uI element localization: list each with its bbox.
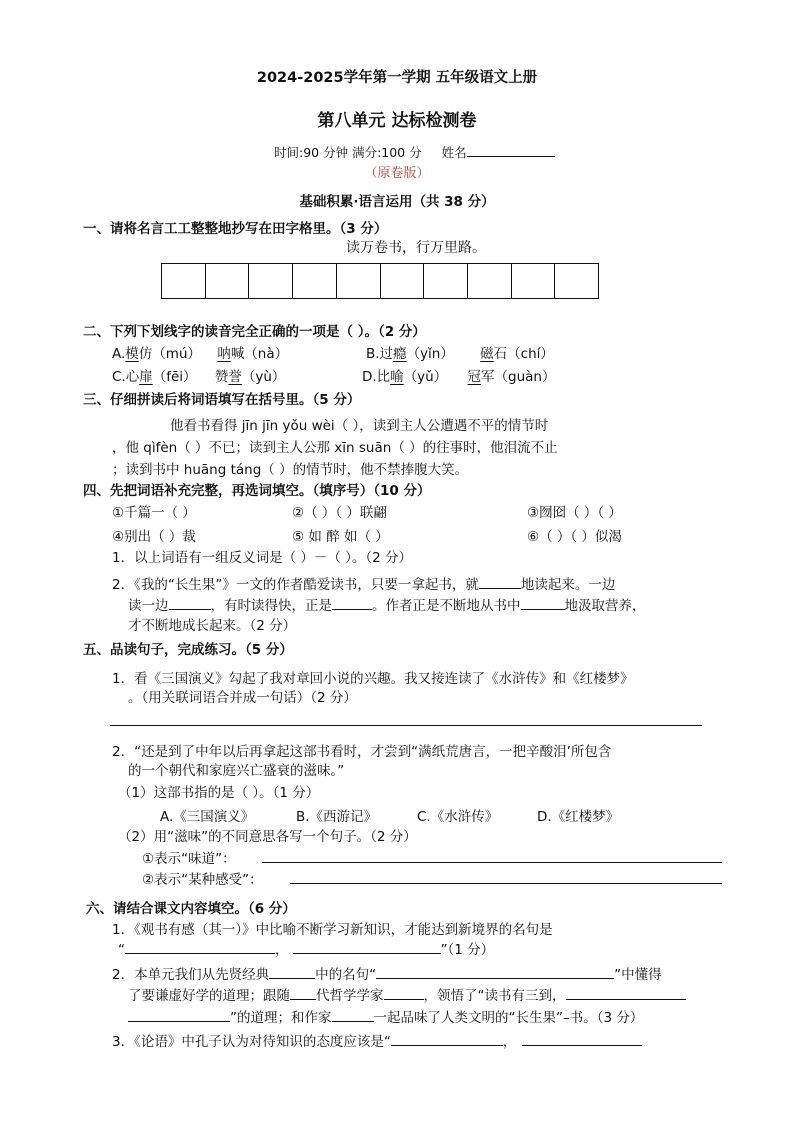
text: ”（1 分） bbox=[440, 942, 495, 958]
grid-cell[interactable] bbox=[512, 264, 556, 298]
q5-heading: 五、品读句子，完成练习。（5 分） bbox=[83, 642, 293, 658]
q4-sub-2-line-3: 才不断地成长起来。（2 分） bbox=[128, 618, 297, 634]
q2-option-b[interactable] bbox=[366, 342, 554, 362]
option-text: C.心 bbox=[112, 369, 140, 385]
q5-sub-1-line-2: 。（用关联词语合并成一句话）（2 分） bbox=[128, 690, 357, 706]
option-text: D.比 bbox=[362, 369, 391, 385]
q5-part-2: （2）用“滋味”的不同意思各写一个句子。（2 分） bbox=[118, 829, 417, 845]
fill-blank[interactable] bbox=[521, 595, 565, 610]
option-text: 喊（nà） bbox=[230, 346, 289, 362]
q2-heading: 二、下列下划线字的读音完全正确的一项是（ ）。（2 分） bbox=[83, 324, 426, 340]
q3-line-3: ；读到书中 huāng táng（ ）的情节时，他不禁捧腹大笑。 bbox=[112, 462, 469, 478]
idiom-3[interactable]: ③囫囵（ ）（ ） bbox=[527, 505, 622, 521]
unit-title: 第八单元 达标检测卷 bbox=[317, 111, 477, 131]
underlined-char: 誉 bbox=[228, 369, 242, 385]
text: 地汲取营养， bbox=[564, 598, 646, 614]
grid-cell[interactable] bbox=[555, 264, 598, 298]
option-text: （yǐn） bbox=[406, 346, 454, 362]
option-text: （yǔ） bbox=[403, 369, 448, 385]
version-label: （原卷版） bbox=[364, 166, 430, 181]
grid-cell[interactable] bbox=[206, 264, 250, 298]
meaning-1-label: ①表示“味道”： bbox=[142, 851, 236, 867]
option-letter: A. bbox=[112, 346, 126, 362]
option-text: （fēi） bbox=[152, 369, 197, 385]
text: 2．本单元我们从先贤经典 bbox=[112, 967, 270, 983]
answer-line[interactable] bbox=[110, 725, 702, 726]
idiom-1[interactable]: ①千篇一（ ） bbox=[112, 505, 196, 521]
q4-sub-2-line-1 bbox=[112, 573, 615, 593]
grid-cell[interactable] bbox=[424, 264, 468, 298]
q6-sub-3 bbox=[112, 1030, 642, 1050]
fill-blank[interactable] bbox=[332, 1007, 374, 1022]
q4-heading: 四、先把词语补充完整，再选词填空。（填序号）（10 分） bbox=[83, 483, 431, 499]
grid-cell[interactable] bbox=[162, 264, 206, 298]
q6-sub-2-line-2 bbox=[128, 984, 686, 1004]
text: ， bbox=[502, 1034, 517, 1050]
text: 3．《论语》中孔子认为对待知识的态度应该是“ bbox=[112, 1034, 391, 1050]
name-label: 姓名 bbox=[441, 145, 467, 160]
option-text: B.过 bbox=[366, 346, 394, 362]
text: ，有时读得快，正是 bbox=[210, 598, 332, 614]
fill-blank[interactable] bbox=[128, 1007, 230, 1022]
fill-blank[interactable] bbox=[384, 985, 424, 1000]
grid-cell[interactable] bbox=[249, 264, 293, 298]
q3-line-1: 他看书看得 jīn jīn yǒu wèi（ ），读到主人公遭遇不平的情节时 bbox=[170, 418, 549, 434]
grid-cell[interactable] bbox=[337, 264, 381, 298]
grid-cell[interactable] bbox=[381, 264, 425, 298]
option-c[interactable]: C.《水浒传》 bbox=[417, 809, 499, 825]
q5-sub-1-line-1: 1．看《三国演义》勾起了我对章回小说的兴趣。我又接连读了《水浒传》和《红楼梦》 bbox=[112, 671, 634, 687]
exam-meta bbox=[274, 142, 555, 161]
q6-heading: 六、请结合课文内容填空。（6 分） bbox=[86, 901, 296, 917]
text: ，领悟了“读书有三到， bbox=[423, 988, 566, 1004]
option-text: 军（guàn） bbox=[481, 369, 556, 385]
text: 读一边 bbox=[128, 598, 169, 614]
text: 。作者正是不断地从书中 bbox=[372, 598, 521, 614]
q6-sub-2-line-3 bbox=[128, 1006, 643, 1026]
answer-line[interactable] bbox=[262, 862, 722, 863]
underlined-char: 冠 bbox=[467, 369, 482, 385]
idiom-5[interactable]: ⑤ 如 醉 如（ ） bbox=[292, 529, 389, 545]
text: 2．《我的“长生果”》一文的作者酷爱读书，只要一拿起书，就 bbox=[112, 577, 479, 593]
q3-heading: 三、仔细拼读后将词语填写在括号里。（5 分） bbox=[83, 392, 361, 408]
text: 了要谦虚好学的道理；跟随 bbox=[128, 988, 290, 1004]
fill-blank[interactable] bbox=[269, 964, 315, 979]
option-text: 仿（mú） bbox=[138, 346, 202, 362]
q3-line-2: ，他 qìfèn（ ）不已；读到主人公那 xīn suān（ ）的往事时，他泪流不止 bbox=[112, 440, 558, 456]
time-score: 时间:90 分钟 满分:100 分 bbox=[274, 145, 422, 160]
fill-blank[interactable] bbox=[479, 574, 521, 589]
text: ”的道理；和作家 bbox=[230, 1010, 332, 1026]
idiom-4[interactable]: ④别出（ ）裁 bbox=[112, 529, 196, 545]
option-a[interactable]: A.《三国演义》 bbox=[160, 809, 255, 825]
text: 代哲学学家 bbox=[316, 988, 384, 1004]
meaning-2-label: ②表示“某种感受”： bbox=[142, 872, 263, 888]
answer-line[interactable] bbox=[290, 883, 722, 884]
tianzige-grid[interactable] bbox=[161, 263, 599, 299]
option-b[interactable]: B.《西游记》 bbox=[296, 809, 378, 825]
option-text: （yù） bbox=[241, 369, 286, 385]
text: 一起品味了人类文明的“长生果”–书。（3 分） bbox=[373, 1010, 644, 1026]
part-title: 基础积累·语言运用（共 38 分） bbox=[299, 194, 495, 210]
grid-cell[interactable] bbox=[293, 264, 337, 298]
underlined-char: 喻 bbox=[390, 369, 404, 385]
text: ”中懂得 bbox=[614, 967, 662, 983]
fill-blank[interactable] bbox=[169, 595, 211, 610]
fill-blank[interactable] bbox=[293, 939, 441, 954]
q5-sub-2-line-1: 2．“还是到了中年以后再拿起这部书看时，才尝到“满纸荒唐言，一把辛酸泪’所包含 bbox=[112, 744, 612, 760]
underlined-char: 瘾 bbox=[393, 346, 407, 362]
text: ， bbox=[275, 942, 289, 958]
text: 地读起来。一边 bbox=[520, 577, 616, 593]
option-text: 石（chí） bbox=[493, 346, 554, 362]
q6-sub-2-line-1 bbox=[112, 963, 662, 983]
q1-heading: 一、请将名言工工整整地抄写在田字格里。（3 分） bbox=[83, 221, 388, 237]
fill-blank[interactable] bbox=[332, 595, 372, 610]
fill-blank[interactable] bbox=[376, 964, 614, 979]
text: 中的名句“ bbox=[315, 967, 377, 983]
q5-part-1: （1）这部书指的是（ ）。（1 分） bbox=[118, 785, 320, 801]
q5-sub-2-line-2: 的一个朝代和家庭兴亡盛衰的滋味。” bbox=[128, 763, 345, 779]
option-text: 赞 bbox=[214, 369, 229, 385]
text: “ bbox=[118, 942, 125, 958]
q4-sub-2-line-2 bbox=[128, 594, 646, 614]
underlined-char: 模 bbox=[125, 346, 139, 362]
q2-option-a[interactable] bbox=[112, 342, 288, 362]
fill-blank[interactable] bbox=[522, 1031, 642, 1046]
underlined-char: 磁 bbox=[480, 346, 494, 362]
q2-option-c[interactable] bbox=[112, 365, 285, 385]
option-d[interactable]: D.《红楼梦》 bbox=[537, 809, 620, 825]
q4-sub-1: 1．以上词语有一组反义词是（ ）－（ ）。（2 分） bbox=[112, 550, 413, 566]
grid-cell[interactable] bbox=[468, 264, 512, 298]
idiom-6[interactable]: ⑥（ ）（ ）似渴 bbox=[527, 529, 622, 545]
fill-blank[interactable] bbox=[566, 985, 686, 1000]
underlined-char: 扉 bbox=[139, 369, 153, 385]
q6-sub-1-line-1: 1．《观书有感（其一）》中比喻不断学习新知识，才能达到新境界的名句是 bbox=[112, 922, 553, 938]
q2-option-d[interactable] bbox=[362, 365, 556, 385]
fill-blank[interactable] bbox=[125, 939, 275, 954]
name-blank[interactable] bbox=[467, 142, 555, 157]
q1-quote: 读万卷书，行万里路。 bbox=[346, 240, 486, 256]
underlined-char: 呐 bbox=[217, 346, 231, 362]
idiom-2[interactable]: ②（ ）（ ）联翩 bbox=[292, 505, 387, 521]
fill-blank[interactable] bbox=[391, 1031, 503, 1046]
exam-title: 2024-2025学年第一学期 五年级语文上册 bbox=[256, 70, 538, 86]
q6-sub-1-line-2 bbox=[118, 938, 494, 958]
fill-blank[interactable] bbox=[290, 985, 316, 1000]
